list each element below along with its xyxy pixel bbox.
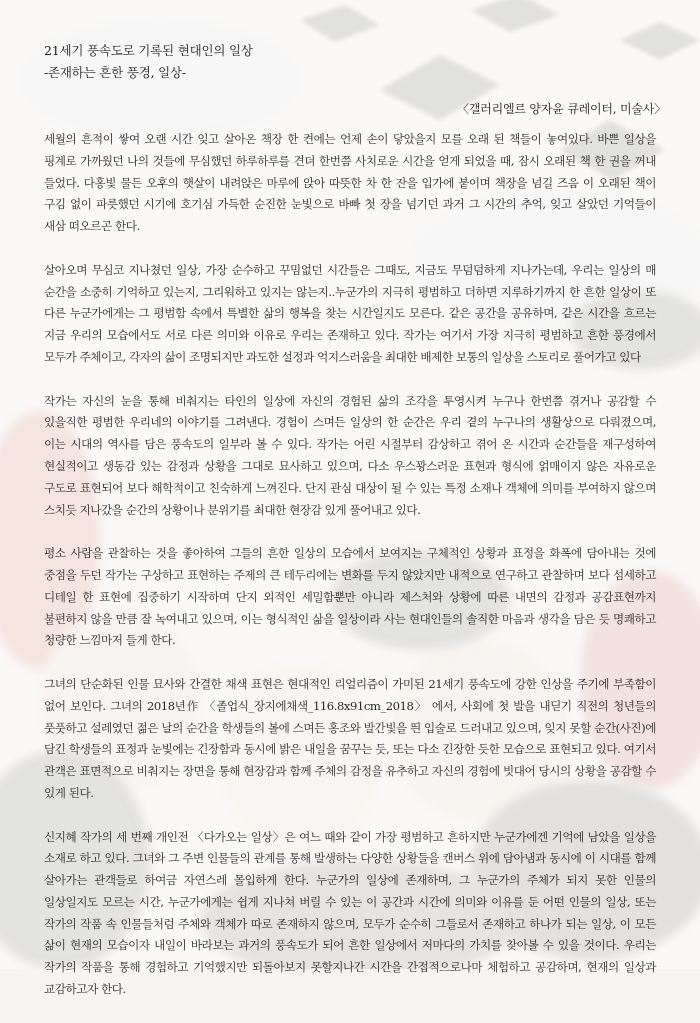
document-body [44,129,656,1023]
document-title: 21세기 풍속도로 기록된 현대인의 일상 [44,43,253,58]
paragraph: 그녀의 단순화된 인물 묘사와 간결한 채색 표현은 현대적인 리얼리즘이 가미된 21세기 풍속도에 강한 인상을 주기에 부족함이 없어 보인다. 그녀의 2018년作 〈졸업식_장지에채색_116.8x91cm_2018〉 에서, 사회에 첫 발을 내딛기 직전의 청년들의 풋풋하고 설레였던 젊은 날의 순간을 학생들의 볼에 스며든 홍조와 발간빛을 띈 입술로 드러내고 있으며, 잊지 못할 순간(사진)에 담긴 학생들의 표정과 눈빛에는 긴장함과 동시에 밝은 내일을 꿈꾸는 듯, 또는 다소 긴장한 듯한 모습으로 표현되고 있다. 여기서 관객은 표면적으로 비춰지는 장면을 통해 현장감과 함께 주체의 감정을 유추하고 자신의 경험에 빗대어 당시의 상황을 공감할 수 있게 된다. [44,676,656,800]
paragraph: 작가는 자신의 눈을 통해 비춰지는 타인의 일상에 자신의 경험된 삶의 조각을 투영시켜 누구나 한번쯤 겪거나 공감할 수 있을직한 평범한 우리네의 이야기를 그려낸다. 경험이 스며든 일상의 한 순간은 우리 곁의 누구나의 생활상으로 다뤄졌으며, 이는 시대의 역사를 담은 풍속도의 일부라 볼 수 있다. 작가는 어린 시절부터 감상하고 겪어 온 시간과 순간들을 재구성하여 현실적이고 생동감 있는 감정과 상황을 그대로 묘사하고 있으며, 다소 우스꽝스러운 표현과 형식에 얽매이지 않은 자유로운 구도로 표현되어 보다 해학적이고 친숙하게 느껴진다. 단지 관심 대상이 될 수 있는 특정 소재나 객체에 의미를 부여하지 않으며 스치듯 지나갔을 순간의 상황이나 분위기를 최대한 현장감 있게 풀어내고 있다. [44,393,656,517]
paragraph: 평소 사람을 관찰하는 것을 좋아하여 그들의 흔한 일상의 모습에서 보여지는 구체적인 상황과 표정을 화폭에 담아내는 것에 중점을 두던 작가는 구상하고 표현하는 주제의 큰 테두리에는 변화를 두지 않았지만 내적으로 연구하고 관찰하며 보다 섬세하고 디테일 한 표현에 집중하기 시작하며 단지 외적인 세밀함뿐만 아니라 제스처와 상황에 따른 내면의 감정과 공감표현까지 불편하지 않을 만큼 잘 녹여내고 있으며, 이는 형식적인 삶을 일상이라 사는 현대인들의 솔직한 마음과 생각을 담은 듯 명쾌하고 청량한 느낌마저 들게 한다. [44,546,656,648]
document-header [44,40,253,84]
paragraph: 신지혜 작가의 세 번째 개인전 〈다가오는 일상〉은 여느 때와 같이 가장 평범하고 흔하지만 누군가에겐 기억에 남았을 일상을 소재로 하고 있다. 그녀와 그 주변 인물들의 관계를 통해 발생하는 다양한 상황들을 캔버스 위에 담아냄과 동시에 이 시대를 함께 살아가는 관객들로 하여금 자연스레 몰입하게 한다. 누군가의 일상에 존재하며, 그 누군가의 주체가 되지 못한 인물의 일상일지도 모르는 시간, 누군가에게는 쉽게 지나쳐 버릴 수 있는 이 공간과 시간에 의미와 이유를 둔 어떤 인물의 일상, 또는 작가의 작품 속 인물들처럼 주체와 객체가 따로 존재하지 않으며, 모두가 순수히 그들로서 존재하고 하나가 되는 일상, 이 모든 삶이 현재의 모습이자 내일이 바라보는 과거의 풍속도가 되어 흔한 일상에서 저마다의 가치를 찾아볼 수 있을 것이다. 우리는 작가의 작품을 통해 경험하고 기억했지만 되돌아보지 못할지나간 시간을 간접적으로나마 체험하고 공감하며, 현재의 일상과 교감하고자 한다. [44,829,656,997]
paragraph: 세월의 흔적이 쌓여 오랜 시간 잊고 살아온 책장 한 켠에는 언제 손이 닿았을지 모를 오래 된 책들이 놓여있다. 바쁜 일상을 핑계로 가까웠던 나의 것들에 무심했던 하루하루를 견뎌 한번쯤 사치로운 시간을 얻게 되었을 때, 잠시 오래된 책 한 권을 꺼내 들었다. 다홍빛 물든 오후의 햇살이 내려앉은 마루에 앉아 따뜻한 차 한 잔을 입가에 붙이며 책장을 넘길 즈음 이 오래된 책이 구김 없이 파릇했던 시기에 호기심 가득한 순진한 눈빛으로 바빠 첫 장을 넘기던 과거 그 시간의 추억, 잊고 살았던 기억들이 새삼 떠오르곤 한다. [44,132,657,234]
paragraph: 살아오며 무심코 지나쳤던 일상, 가장 순수하고 꾸밈없던 시간들은 그때도, 지금도 무덤덤하게 지나가는데, 우리는 일상의 매 순간을 소중히 기억하고 있는지, 그리워하고 있지는 않는지..누군가의 지극히 평범하고 더하면 지루하기까지 한 흔한 일상이 또 다른 누군가에게는 그 평범함 속에서 특별한 삶의 행복을 찾는 시간일지도 모른다. 같은 공간을 공유하며, 같은 시간을 흐르는 지금 우리의 모습에서도 서로 다른 의미와 이유로 우리는 존재하고 있다. 작가는 여기서 가장 지극히 평범하고 흔한 풍경에서 모두가 주체이고, 각자의 삶이 조명되지만 과도한 설정과 억지스러움을 최대한 배제한 보통의 일상을 스토리로 풀어가고 있다 [44,262,656,364]
author-byline: 〈갤러리엘르 양자윤 큐레이터, 미술사〉 [457,102,666,116]
document-subtitle: -존재하는 흔한 풍경, 일상- [44,65,186,80]
